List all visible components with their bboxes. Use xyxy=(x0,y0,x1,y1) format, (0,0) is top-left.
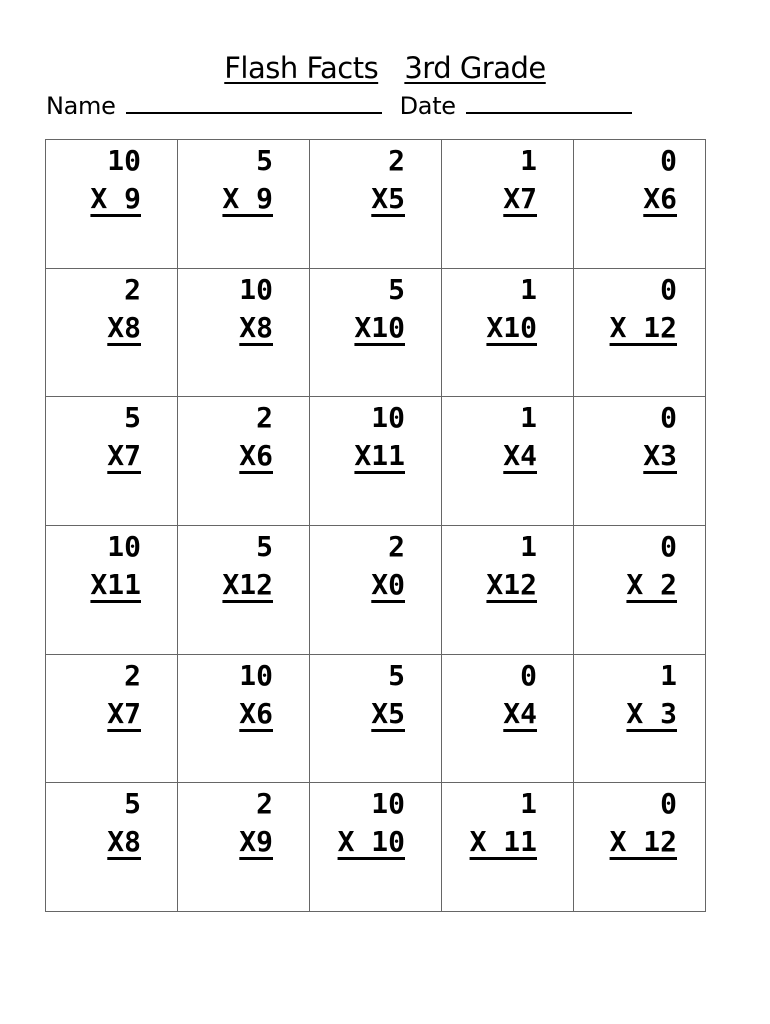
multiplicand: 5 xyxy=(388,272,405,306)
problem-cell[interactable] xyxy=(178,654,310,783)
title-grade: 3rd Grade xyxy=(404,51,546,85)
problem-cell[interactable] xyxy=(574,525,706,654)
multiplication-problem xyxy=(371,528,405,604)
multiplicand: 1 xyxy=(520,144,537,177)
multiplication-problem xyxy=(222,142,273,218)
multiplicand: 0 xyxy=(660,787,677,821)
multiplier: X5 xyxy=(371,182,405,215)
problem-cell-inner xyxy=(442,397,573,525)
problem-cell-inner xyxy=(46,269,177,397)
multiplication-problem xyxy=(371,142,405,218)
multiplicand: 10 xyxy=(239,658,273,692)
problem-cell-inner xyxy=(178,655,309,783)
problem-cell[interactable] xyxy=(310,525,442,654)
problem-cell-inner xyxy=(574,783,705,911)
multiplier: X10 xyxy=(354,310,405,344)
problem-grid xyxy=(45,139,706,912)
multiplicand: 1 xyxy=(520,401,537,435)
problem-cell[interactable] xyxy=(574,140,706,269)
multiplicand: 0 xyxy=(660,401,677,435)
multiplication-problem xyxy=(470,785,537,861)
problem-cell-inner xyxy=(574,526,705,654)
problem-cell[interactable] xyxy=(178,140,310,269)
multiplication-problem xyxy=(107,785,141,861)
multiplication-problem xyxy=(107,657,141,733)
multiplication-problem xyxy=(354,399,405,475)
multiplier: X 12 xyxy=(609,310,677,344)
multiplier: X7 xyxy=(503,182,537,215)
multiplication-problem xyxy=(503,142,537,218)
problem-cell[interactable] xyxy=(178,397,310,526)
multiplier: X 2 xyxy=(626,567,677,601)
multiplier: X8 xyxy=(107,310,141,344)
multiplicand: 10 xyxy=(371,401,405,435)
problem-cell-inner xyxy=(46,397,177,525)
problem-cell[interactable] xyxy=(442,525,574,654)
problem-cell[interactable] xyxy=(442,397,574,526)
problem-cell[interactable] xyxy=(46,525,178,654)
multiplicand: 10 xyxy=(107,529,141,563)
multiplier: X6 xyxy=(239,439,273,473)
multiplication-problem xyxy=(107,399,141,475)
problem-cell-inner xyxy=(310,526,441,654)
date-blank[interactable] xyxy=(466,88,632,114)
problem-cell[interactable] xyxy=(442,654,574,783)
multiplier: X6 xyxy=(643,182,677,215)
multiplication-problem xyxy=(503,657,537,733)
problem-cell-inner xyxy=(178,397,309,525)
multiplication-problem xyxy=(239,785,273,861)
multiplicand: 5 xyxy=(124,401,141,435)
problem-cell-inner xyxy=(46,140,177,268)
multiplier: X10 xyxy=(486,310,537,344)
multiplier: X5 xyxy=(371,696,405,730)
worksheet-title xyxy=(0,48,770,88)
problem-row xyxy=(46,654,706,783)
problem-cell[interactable] xyxy=(46,397,178,526)
multiplication-problem xyxy=(626,657,677,733)
problem-cell[interactable] xyxy=(574,654,706,783)
multiplier: X7 xyxy=(107,439,141,473)
problem-cell[interactable] xyxy=(442,268,574,397)
problem-cell[interactable] xyxy=(310,397,442,526)
problem-cell[interactable] xyxy=(574,783,706,912)
multiplication-problem xyxy=(354,271,405,347)
problem-cell-inner xyxy=(442,269,573,397)
problem-cell[interactable] xyxy=(178,525,310,654)
problem-cell[interactable] xyxy=(46,268,178,397)
problem-row xyxy=(46,268,706,397)
multiplication-problem xyxy=(643,399,677,475)
multiplier: X4 xyxy=(503,439,537,473)
problem-cell-inner xyxy=(442,140,573,268)
problem-cell-inner xyxy=(574,269,705,397)
multiplier: X 12 xyxy=(609,825,677,859)
problem-row xyxy=(46,783,706,912)
name-blank[interactable] xyxy=(126,88,382,114)
problem-cell[interactable] xyxy=(178,783,310,912)
problem-cell-inner xyxy=(310,783,441,911)
multiplication-problem xyxy=(486,271,537,347)
multiplication-problem xyxy=(222,528,273,604)
problem-row xyxy=(46,397,706,526)
multiplicand: 1 xyxy=(520,529,537,563)
multiplier: X7 xyxy=(107,696,141,730)
multiplicand: 1 xyxy=(520,787,537,821)
problem-cell-inner xyxy=(310,655,441,783)
multiplicand: 1 xyxy=(520,272,537,306)
title-subject: Flash Facts xyxy=(224,51,379,85)
multiplier: X9 xyxy=(239,825,273,859)
multiplication-problem xyxy=(610,271,677,347)
multiplicand: 0 xyxy=(660,529,677,563)
multiplicand: 5 xyxy=(388,658,405,692)
multiplier: X6 xyxy=(239,696,273,730)
multiplication-problem xyxy=(239,399,273,475)
problem-cell-inner xyxy=(574,140,705,268)
multiplier: X12 xyxy=(222,567,273,601)
multiplier: X8 xyxy=(239,310,273,344)
multiplicand: 2 xyxy=(388,144,405,177)
date-label: Date xyxy=(399,92,456,120)
multiplier: X 11 xyxy=(469,825,537,859)
multiplier: X 3 xyxy=(626,696,677,730)
problem-cell[interactable] xyxy=(46,654,178,783)
multiplicand: 0 xyxy=(660,144,677,177)
multiplication-problem xyxy=(90,142,141,218)
multiplication-problem xyxy=(610,785,677,861)
multiplication-problem xyxy=(371,657,405,733)
problem-cell[interactable] xyxy=(178,268,310,397)
multiplier: X12 xyxy=(486,567,537,601)
multiplier: X 10 xyxy=(337,825,405,859)
multiplication-problem xyxy=(643,142,677,218)
multiplicand: 2 xyxy=(124,658,141,692)
multiplicand: 5 xyxy=(256,144,273,177)
multiplier: X4 xyxy=(503,696,537,730)
multiplication-problem xyxy=(107,271,141,347)
multiplicand: 1 xyxy=(660,658,677,692)
multiplier: X 9 xyxy=(90,182,141,215)
multiplicand: 5 xyxy=(124,787,141,821)
multiplicand: 2 xyxy=(256,787,273,821)
multiplicand: 0 xyxy=(520,658,537,692)
problem-cell-inner xyxy=(310,269,441,397)
problem-cell-inner xyxy=(46,526,177,654)
name-label: Name xyxy=(46,92,116,120)
multiplicand: 2 xyxy=(256,401,273,435)
problem-cell[interactable] xyxy=(574,397,706,526)
problem-row xyxy=(46,525,706,654)
multiplicand: 10 xyxy=(239,272,273,306)
multiplier: X11 xyxy=(90,567,141,601)
problem-grid-body xyxy=(46,140,706,912)
problem-cell-inner xyxy=(46,655,177,783)
problem-cell[interactable] xyxy=(442,140,574,269)
multiplication-problem xyxy=(338,785,405,861)
problem-cell-inner xyxy=(310,140,441,268)
multiplication-problem xyxy=(239,657,273,733)
problem-cell-inner xyxy=(442,655,573,783)
multiplication-problem xyxy=(626,528,677,604)
problem-cell-inner xyxy=(178,140,309,268)
problem-cell[interactable] xyxy=(310,783,442,912)
multiplication-problem xyxy=(503,399,537,475)
multiplicand: 10 xyxy=(371,787,405,821)
problem-cell-inner xyxy=(178,526,309,654)
multiplier: X11 xyxy=(354,439,405,473)
multiplicand: 10 xyxy=(107,144,141,177)
problem-cell-inner xyxy=(442,526,573,654)
multiplication-problem xyxy=(90,528,141,604)
multiplier: X8 xyxy=(107,825,141,859)
problem-cell-inner xyxy=(310,397,441,525)
multiplier: X3 xyxy=(643,439,677,473)
multiplication-problem xyxy=(486,528,537,604)
name-date-line xyxy=(46,88,632,123)
multiplier: X0 xyxy=(371,567,405,601)
problem-cell[interactable] xyxy=(46,140,178,269)
problem-cell-inner xyxy=(574,397,705,525)
problem-cell[interactable] xyxy=(310,140,442,269)
problem-cell-inner xyxy=(178,783,309,911)
multiplier: X 9 xyxy=(222,182,273,215)
problem-cell[interactable] xyxy=(310,654,442,783)
problem-cell[interactable] xyxy=(574,268,706,397)
multiplicand: 2 xyxy=(124,272,141,306)
problem-cell[interactable] xyxy=(310,268,442,397)
problem-cell[interactable] xyxy=(46,783,178,912)
multiplicand: 5 xyxy=(256,529,273,563)
problem-cell-inner xyxy=(442,783,573,911)
problem-cell-inner xyxy=(178,269,309,397)
multiplicand: 0 xyxy=(660,272,677,306)
multiplication-problem xyxy=(239,271,273,347)
multiplicand: 2 xyxy=(388,529,405,563)
problem-cell-inner xyxy=(46,783,177,911)
problem-row xyxy=(46,140,706,269)
problem-cell[interactable] xyxy=(442,783,574,912)
problem-cell-inner xyxy=(574,655,705,783)
